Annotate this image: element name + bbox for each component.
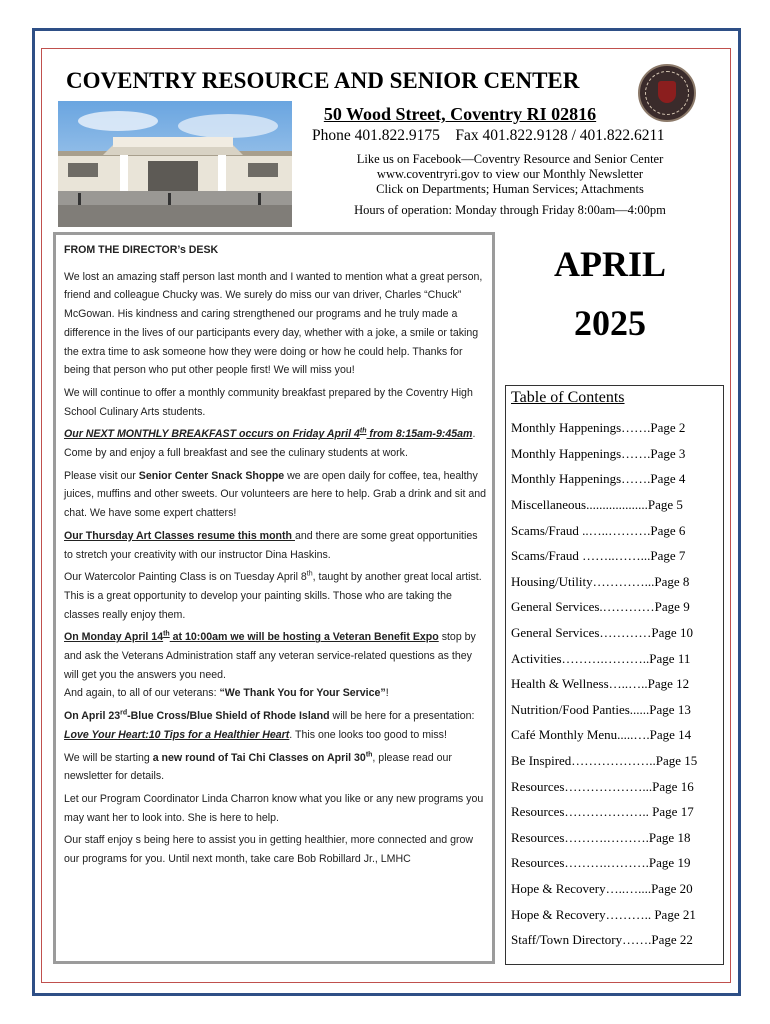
toc-item[interactable]: General Services.…………Page 9: [511, 599, 690, 614]
director-paragraph: And again, to all of our veterans: “We Thank You for Your Service”!: [64, 687, 389, 700]
toc-item[interactable]: Resources………………...Page 16: [511, 779, 694, 794]
director-desk-box: [53, 232, 495, 964]
street-address: 50 Wood Street, Coventry RI 02816: [323, 104, 597, 124]
fax-number: Fax 401.822.9128 / 401.822.6211: [455, 127, 665, 144]
hours-of-operation: Hours of operation: Monday through Friday 8:00am—4:00pm: [354, 203, 666, 217]
center-title: COVENTRY RESOURCE AND SENIOR CENTER: [66, 68, 580, 93]
director-paragraph: We lost an amazing staff person last month and I wanted to mention what a great person, friend and colleague Chucky was. We surely do miss our van driver, Charles “Chuck” McGowan. His kindness and caring strengthened our programs and he truly made a difference in the lives of our participants every day, whether with a joke, a smile or taking the extra time to ask someone how they were doing or how he could help. Thanks for being that person who put other people first! We will miss you!: [64, 270, 483, 377]
table-of-contents: [505, 385, 724, 965]
director-paragraph: Let our Program Coordinator Linda Charron know what you like or any new programs you may want her to look into. She is here to help.: [64, 792, 484, 824]
toc-item[interactable]: Monthly Happenings…….Page 2: [511, 420, 686, 435]
directions-line: Click on Departments; Human Services; Attachments: [376, 182, 644, 196]
toc-item[interactable]: Be Inspired………………..Page 15: [511, 753, 698, 768]
toc-item[interactable]: Miscellaneous...................Page 5: [511, 497, 683, 512]
issue-month: APRIL: [553, 244, 666, 284]
town-seal-icon: [638, 64, 696, 122]
director-paragraph: On Monday April 14th at 10:00am we will be hosting a Veteran Benefit Expo stop by and ask the Veterans Administration staff any veteran service-related questions as they will get you the answers you need.: [64, 630, 476, 681]
toc-item[interactable]: Nutrition/Food Panties......Page 13: [511, 702, 691, 717]
toc-item[interactable]: Staff/Town Directory…….Page 22: [511, 932, 693, 947]
director-paragraph: Please visit our Senior Center Snack Shoppe we are open daily for coffee, tea, healthy juices, muffins and other sweets. Our volunteers are here to help. Grab a drink and sit and chat. We have some expert chatters!: [64, 469, 487, 520]
toc-item[interactable]: Monthly Happenings…….Page 3: [511, 446, 686, 461]
director-heading: FROM THE DIRECTOR’s DESK: [64, 244, 219, 256]
contact-numbers: [312, 127, 664, 145]
toc-item[interactable]: Resources……….……….Page 19: [511, 855, 691, 870]
issue-year: 2025: [574, 303, 646, 343]
building-photo: [58, 101, 292, 227]
toc-item[interactable]: Activities……….………..Page 11: [511, 651, 691, 666]
toc-item[interactable]: Resources……….……….Page 18: [511, 830, 691, 845]
director-paragraph: We will continue to offer a monthly community breakfast prepared by the Coventry High School Culinary Arts students.: [64, 386, 473, 418]
toc-item[interactable]: Housing/Utility…………...Page 8: [511, 574, 690, 589]
facebook-line: Like us on Facebook—Coventry Resource and Senior Center: [356, 152, 664, 166]
director-paragraph: Our Watercolor Painting Class is on Tuesday April 8th, taught by another great local artist. This is a great opportunity to develop your painting skills. Those who are taking the classes really enjoy them.: [64, 570, 482, 621]
toc-item[interactable]: Monthly Happenings…….Page 4: [511, 471, 686, 486]
toc-item[interactable]: Health & Wellness…..…..Page 12: [511, 676, 690, 691]
director-paragraph: We will be starting a new round of Tai Chi Classes on April 30th, please read our newsletter for details.: [64, 751, 452, 783]
toc-item[interactable]: Scams/Fraud ……..……...Page 7: [511, 548, 686, 563]
toc-item[interactable]: General Services…………Page 10: [511, 625, 693, 640]
toc-title: Table of Contents: [511, 389, 625, 406]
website-line: www.coventryri.gov to view our Monthly Newsletter: [376, 167, 644, 181]
director-paragraph: Our Thursday Art Classes resume this month and there are some great opportunities to stretch your creativity with our instructor Dina Haskins.: [64, 529, 478, 561]
phone-number: Phone 401.822.9175: [312, 127, 440, 144]
director-paragraph: On April 23rd-Blue Cross/Blue Shield of Rhode Island will be here for a presentation: Love Your Heart:10 Tips for a Healthier Heart. This one looks too good to miss!: [64, 709, 475, 741]
toc-item[interactable]: Resources……………….. Page 17: [511, 804, 694, 819]
toc-item[interactable]: Scams/Fraud ..…..……….Page 6: [511, 523, 686, 538]
director-paragraph: Our staff enjoy s being here to assist you in getting healthier, more connected and grow our programs for you. Until next month, take care Bob Robillard Jr., LMHC: [64, 834, 474, 866]
toc-item[interactable]: Café Monthly Menu.....….Page 14: [511, 727, 692, 742]
director-paragraph: Our NEXT MONTHLY BREAKFAST occurs on Friday April 4th from 8:15am-9:45am. Come by and enjoy a full breakfast and see the culinary students at work.: [64, 427, 476, 460]
toc-item[interactable]: Hope & Recovery…..…....Page 20: [511, 881, 693, 896]
toc-item[interactable]: Hope & Recovery……….. Page 21: [511, 907, 696, 922]
